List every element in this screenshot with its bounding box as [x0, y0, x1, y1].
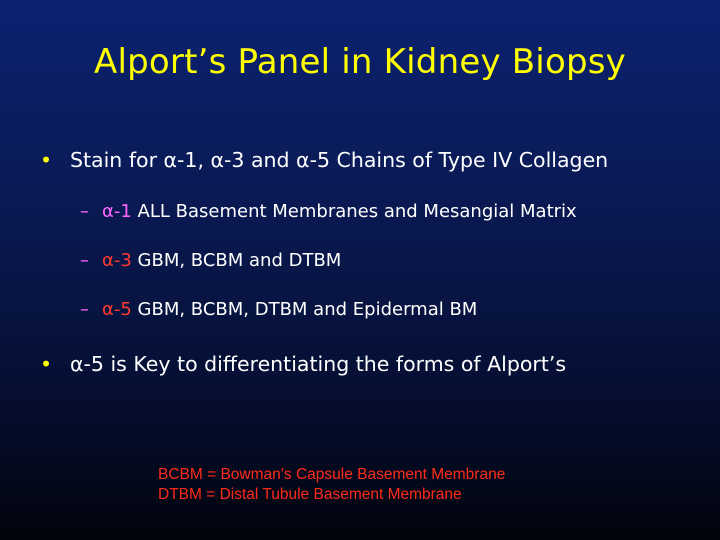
sub-bullet-text: GBM, BCBM, DTBM and Epidermal BM	[131, 299, 478, 320]
bullet-alpha-5-key	[40, 352, 566, 376]
sub-bullet-marker: –	[80, 299, 89, 320]
bullet-stain-chains	[40, 148, 608, 172]
sub-bullet-alpha-3	[80, 250, 341, 271]
bullet-text: α-5 is Key to differentiating the forms of Alport’s	[70, 352, 567, 376]
sub-bullet-label: α-5	[102, 299, 132, 320]
abbreviation-footnotes	[158, 465, 505, 505]
sub-bullet-label: α-1	[102, 201, 132, 222]
sub-bullet-label: α-3	[102, 250, 132, 271]
footnote-dtbm: DTBM = Distal Tubule Basement Membrane	[158, 486, 462, 503]
sub-bullet-marker: –	[80, 201, 89, 222]
sub-bullet-marker: –	[80, 250, 89, 271]
sub-bullet-text: ALL Basement Membranes and Mesangial Matrix	[131, 201, 577, 222]
sub-bullet-alpha-5	[80, 299, 477, 320]
sub-bullet-alpha-1	[80, 201, 577, 222]
bullet-marker: •	[40, 352, 53, 376]
sub-bullet-text: GBM, BCBM and DTBM	[131, 250, 342, 271]
bullet-marker: •	[40, 148, 53, 172]
bullet-text: Stain for α-1, α-3 and α-5 Chains of Type IV Collagen	[70, 148, 609, 172]
footnote-bcbm: BCBM = Bowman’s Capsule Basement Membrane	[158, 466, 506, 483]
slide-title: Alport’s Panel in Kidney Biopsy	[94, 42, 626, 82]
